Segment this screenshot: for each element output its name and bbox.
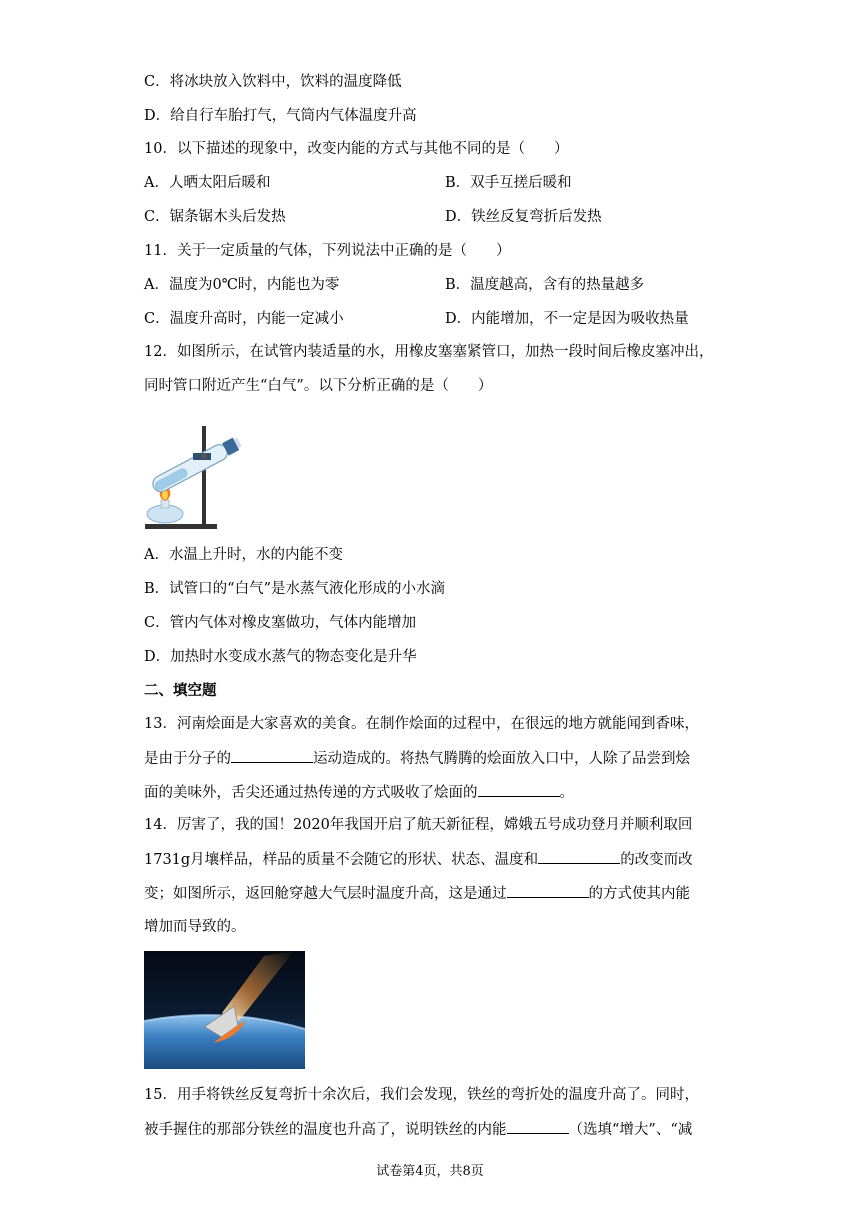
q14-line4: 增加而导致的。	[144, 919, 246, 935]
q13-line3-text-b: 。	[559, 785, 574, 801]
q13-line2	[144, 748, 690, 769]
q12-option-c: C．管内气体对橡皮塞做功，气体内能增加	[144, 615, 417, 631]
q14-line3-text-b: 的方式使其内能	[588, 886, 690, 902]
q14-line1: 14．厉害了，我的国！2020年我国开启了航天新征程，嫦娥五号成功登月并顺利取回	[144, 817, 693, 833]
section-heading-fill-blank: 二、填空题	[144, 682, 217, 699]
q14-line3-text-a: 变；如图所示，返回舱穿越大气层时温度升高，这是通过	[144, 886, 507, 902]
q14-blank-1[interactable]	[538, 849, 620, 864]
q12-option-a: A．水温上升时，水的内能不变	[144, 547, 343, 563]
q15-blank-1[interactable]	[507, 1119, 569, 1134]
q12-stem-line1: 12．如图所示，在试管内装适量的水，用橡皮塞塞紧管口，加热一段时间后橡皮塞冲出，	[144, 344, 714, 360]
q15-line2-text-a: 被手握住的那部分铁丝的温度也升高了，说明铁丝的内能	[144, 1122, 507, 1138]
q14-blank-2[interactable]	[507, 883, 589, 898]
test-tube-heating-figure	[143, 424, 253, 534]
q11-option-c: C．温度升高时，内能一定减小	[144, 311, 344, 327]
q12-stem-line2: 同时管口附近产生“白气”。以下分析正确的是（ ）	[144, 378, 493, 394]
q14-line2	[144, 849, 693, 870]
q12-option-d: D．加热时水变成水蒸气的物态变化是升华	[144, 649, 417, 665]
q11-option-d: D．内能增加，不一定是因为吸收热量	[445, 311, 689, 327]
q14-line2-text-b: 的改变而改	[620, 852, 693, 868]
q10-option-c: C．锯条锯木头后发热	[144, 209, 286, 225]
q14-line2-text-a: 1731g月壤样品，样品的质量不会随它的形状、状态、温度和	[144, 852, 539, 868]
q11-option-a: A．温度为0℃时，内能也为零	[144, 277, 340, 293]
q15-line2-text-b: （选填“增大”、“减	[568, 1122, 693, 1138]
q13-line2-text-b: 运动造成的。将热气腾腾的烩面放入口中，人除了品尝到烩	[313, 751, 690, 767]
q13-line3	[144, 782, 574, 803]
q13-blank-2[interactable]	[478, 782, 560, 797]
q10-option-d: D．铁丝反复弯折后发热	[445, 209, 602, 225]
q11-option-b: B．温度越高，含有的热量越多	[445, 277, 645, 293]
q10-stem: 10．以下描述的现象中，改变内能的方式与其他不同的是（ ）	[144, 141, 569, 157]
q10-option-a: A．人晒太阳后暖和	[144, 175, 271, 191]
q9-option-c: C．将冰块放入饮料中，饮料的温度降低	[144, 74, 402, 90]
return-capsule-figure	[144, 951, 305, 1069]
page-footer: 试卷第4页，共8页	[376, 1164, 484, 1179]
q15-line2	[144, 1119, 692, 1140]
q13-line3-text-a: 面的美味外，舌尖还通过热传递的方式吸收了烩面的	[144, 785, 478, 801]
q9-option-d: D．给自行车胎打气，气筒内气体温度升高	[144, 108, 417, 124]
q13-line2-text-a: 是由于分子的	[144, 751, 231, 767]
q13-line1: 13．河南烩面是大家喜欢的美食。在制作烩面的过程中，在很远的地方就能闻到香味，	[144, 716, 699, 732]
q12-option-b: B．试管口的“白气”是水蒸气液化形成的小水滴	[144, 581, 445, 597]
q11-stem: 11．关于一定质量的气体，下列说法中正确的是（ ）	[144, 243, 511, 259]
q10-option-b: B．双手互搓后暖和	[445, 175, 572, 191]
q15-line1: 15．用手将铁丝反复弯折十余次后，我们会发现，铁丝的弯折处的温度升高了。同时，	[144, 1087, 699, 1103]
q13-blank-1[interactable]	[231, 748, 313, 763]
q14-line3	[144, 883, 690, 904]
